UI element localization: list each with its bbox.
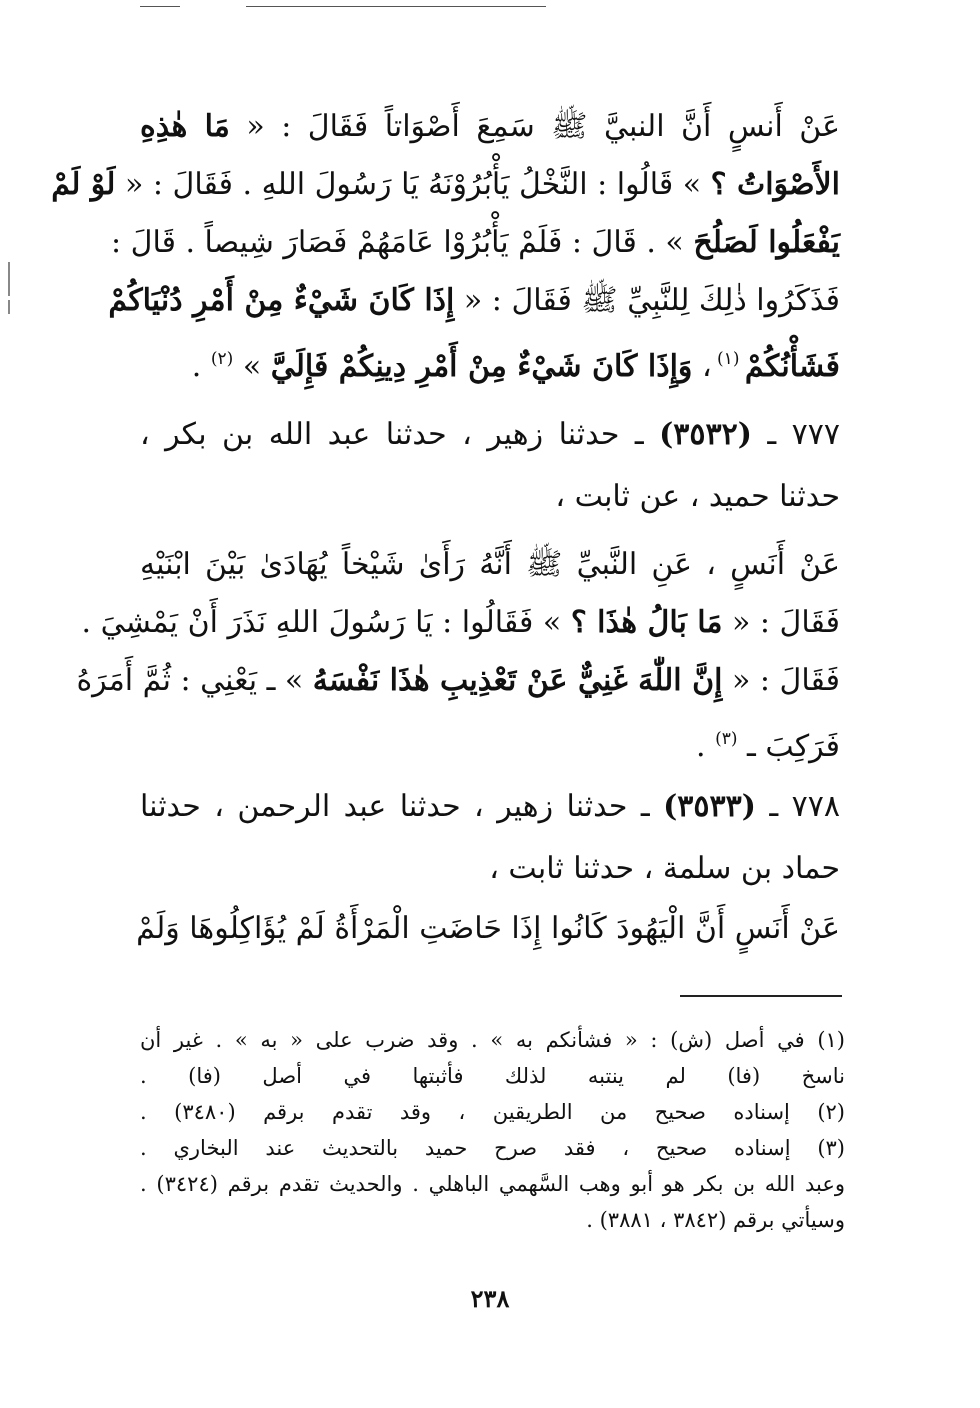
- text-segment: (٢) إسناده صحيح من الطريقين ، وقد تقدم برقم (٣٤٨٠) .: [140, 1100, 845, 1124]
- text-segment: عَنْ أَنسٍ أَنَّ النبيَّ ﷺ سَمِعَ أَصْوَاتاً فَقَالَ : «: [229, 109, 840, 144]
- prophetic-words: لَوْ لَمْ: [51, 167, 116, 202]
- prophetic-words: مَا بَالُ هٰذَا ؟: [570, 605, 723, 640]
- prophetic-words: وَإِذَا كَانَ شَيْءٌ مِنْ أَمْرِ دِينِكُمْ فَإِلَيَّ: [270, 349, 693, 384]
- text-line: [140, 404, 840, 466]
- scan-artifact-mark: [8, 300, 10, 314]
- hadith-778-text: [136, 900, 840, 958]
- text-segment: ـ حدثنا زهير ، حدثنا عبد الرحمن ، حدثنا: [140, 789, 664, 824]
- text-line: [111, 214, 840, 272]
- hadith-776-text: [51, 98, 840, 388]
- prophetic-words: (٣٥٣٣): [663, 789, 756, 824]
- text-line: [140, 1202, 845, 1238]
- prophetic-words: مَا هٰذِهِ: [140, 109, 230, 144]
- prophetic-words: (٣٥٣٢): [659, 417, 752, 452]
- text-line: [51, 156, 840, 214]
- text-segment: عَنْ أَنَسٍ ، عَنِ النَّبيِّ ﷺ أَنَّهُ رَأَىٰ شَيْخاً يُهَادَىٰ بَيْنَ ابْنَيْهِ: [140, 547, 840, 582]
- footnotes: [140, 1022, 845, 1238]
- text-segment: ٧٧٨ ـ: [755, 789, 840, 824]
- footnote-marker: (٢): [210, 349, 234, 369]
- text-line: [108, 272, 840, 330]
- text-line: [140, 1166, 845, 1202]
- text-segment: .: [191, 349, 211, 384]
- text-segment: فَقَالَ : «: [722, 605, 840, 640]
- scan-artifact-line: [246, 6, 546, 7]
- footnote-marker: (٣): [715, 729, 738, 749]
- text-line: [81, 594, 840, 652]
- text-line: [140, 1094, 845, 1130]
- text-line: [140, 330, 840, 388]
- text-segment: ناسخ (فا) لم ينتبه لذلك فأثبتها في أصل (فا) .: [140, 1064, 845, 1088]
- text-segment: » . قَالَ : فَلَمْ يَأْبُرُوْا عَامَهُمْ فَصَارَ شِيصاً . قَالَ :: [111, 225, 694, 260]
- text-segment: حدثنا حميد ، عن ثابت ،: [555, 479, 840, 514]
- text-segment: ـ حدثنا زهير ، حدثنا عبد الله بن بكر ،: [140, 417, 660, 452]
- hadith-777-text: [76, 536, 840, 768]
- prophetic-words: إِذَا كَانَ شَيْءٌ مِنْ أَمْرِ دُنْيَاكُمْ: [108, 283, 455, 318]
- text-segment: »: [233, 349, 271, 384]
- scan-artifact-mark: [8, 262, 10, 296]
- text-line: [76, 652, 840, 710]
- text-line: [140, 1058, 845, 1094]
- footnote-marker: (١): [711, 349, 745, 369]
- text-segment: وعبد الله بن بكر هو أبو وهب السَّهمي الباهلي . والحديث تقدم برقم (٣٤٢٤) .: [140, 1172, 845, 1196]
- scan-artifact-line: [140, 6, 180, 7]
- text-line: [140, 1130, 845, 1166]
- text-segment: (٣) إسناده صحيح ، فقد صرح حميد بالتحديث عند البخاري .: [140, 1136, 845, 1160]
- text-segment: عَنْ أَنَسٍ أَنَّ الْيَهُودَ كَانُوا إِذَا حَاضَتِ الْمَرْأَةُ لَمْ يُؤَاكِلُوهَا وَلَمْ: [136, 911, 840, 946]
- text-segment: فَقَالَ : «: [722, 663, 840, 698]
- text-line: [140, 710, 840, 768]
- text-segment: .: [696, 729, 716, 764]
- hadith-778-chain: [140, 776, 840, 900]
- text-segment: وسيأتي برقم (٣٨٤٢ ، ٣٨٨١) .: [586, 1208, 845, 1232]
- hadith-777-chain: [140, 404, 840, 528]
- text-segment: » فَقَالُوا : يَا رَسُولَ اللهِ نَذَرَ أَنْ يَمْشِيَ .: [81, 605, 571, 640]
- page-number: ٢٣٨: [470, 1284, 510, 1313]
- text-segment: ،: [692, 349, 712, 384]
- text-line: [140, 536, 840, 594]
- text-line: [140, 838, 840, 900]
- prophetic-words: الأَصْوَاتُ ؟: [710, 167, 840, 202]
- text-segment: حماد بن سلمة ، حدثنا ثابت ،: [489, 851, 840, 886]
- text-line: [136, 900, 840, 958]
- text-segment: » قَالُوا : النَّخْلُ يَأْبُرُوْنَهُ يَا رَسُولَ اللهِ . فَقَالَ : «: [115, 167, 711, 202]
- text-segment: (١) في أصل (ش) : « فشأنكم به » . وقد ضرب على « به » . غير أن: [140, 1028, 845, 1052]
- footnote-separator: [680, 995, 842, 997]
- text-segment: فَذَكَرُوا ذٰلِكَ لِلنَّبِيِّ ﷺ فَقَالَ : «: [454, 283, 840, 318]
- prophetic-words: فَشَأْنُكُمْ: [744, 349, 840, 384]
- text-line: [140, 466, 840, 528]
- text-segment: » ـ يَعْنِي : ثُمَّ أَمَرَهُ: [76, 663, 313, 698]
- text-line: [140, 1022, 845, 1058]
- prophetic-words: إِنَّ اللّٰهَ غَنِيٌّ عَنْ تَعْذِيبِ هٰذَا نَفْسَهُ: [312, 663, 723, 698]
- text-line: [140, 776, 840, 838]
- text-segment: فَرَكِبَ ـ: [737, 729, 840, 764]
- text-line: [140, 98, 840, 156]
- prophetic-words: يَفْعَلُوا لَصَلُحَ: [693, 225, 840, 260]
- text-segment: ٧٧٧ ـ: [751, 417, 840, 452]
